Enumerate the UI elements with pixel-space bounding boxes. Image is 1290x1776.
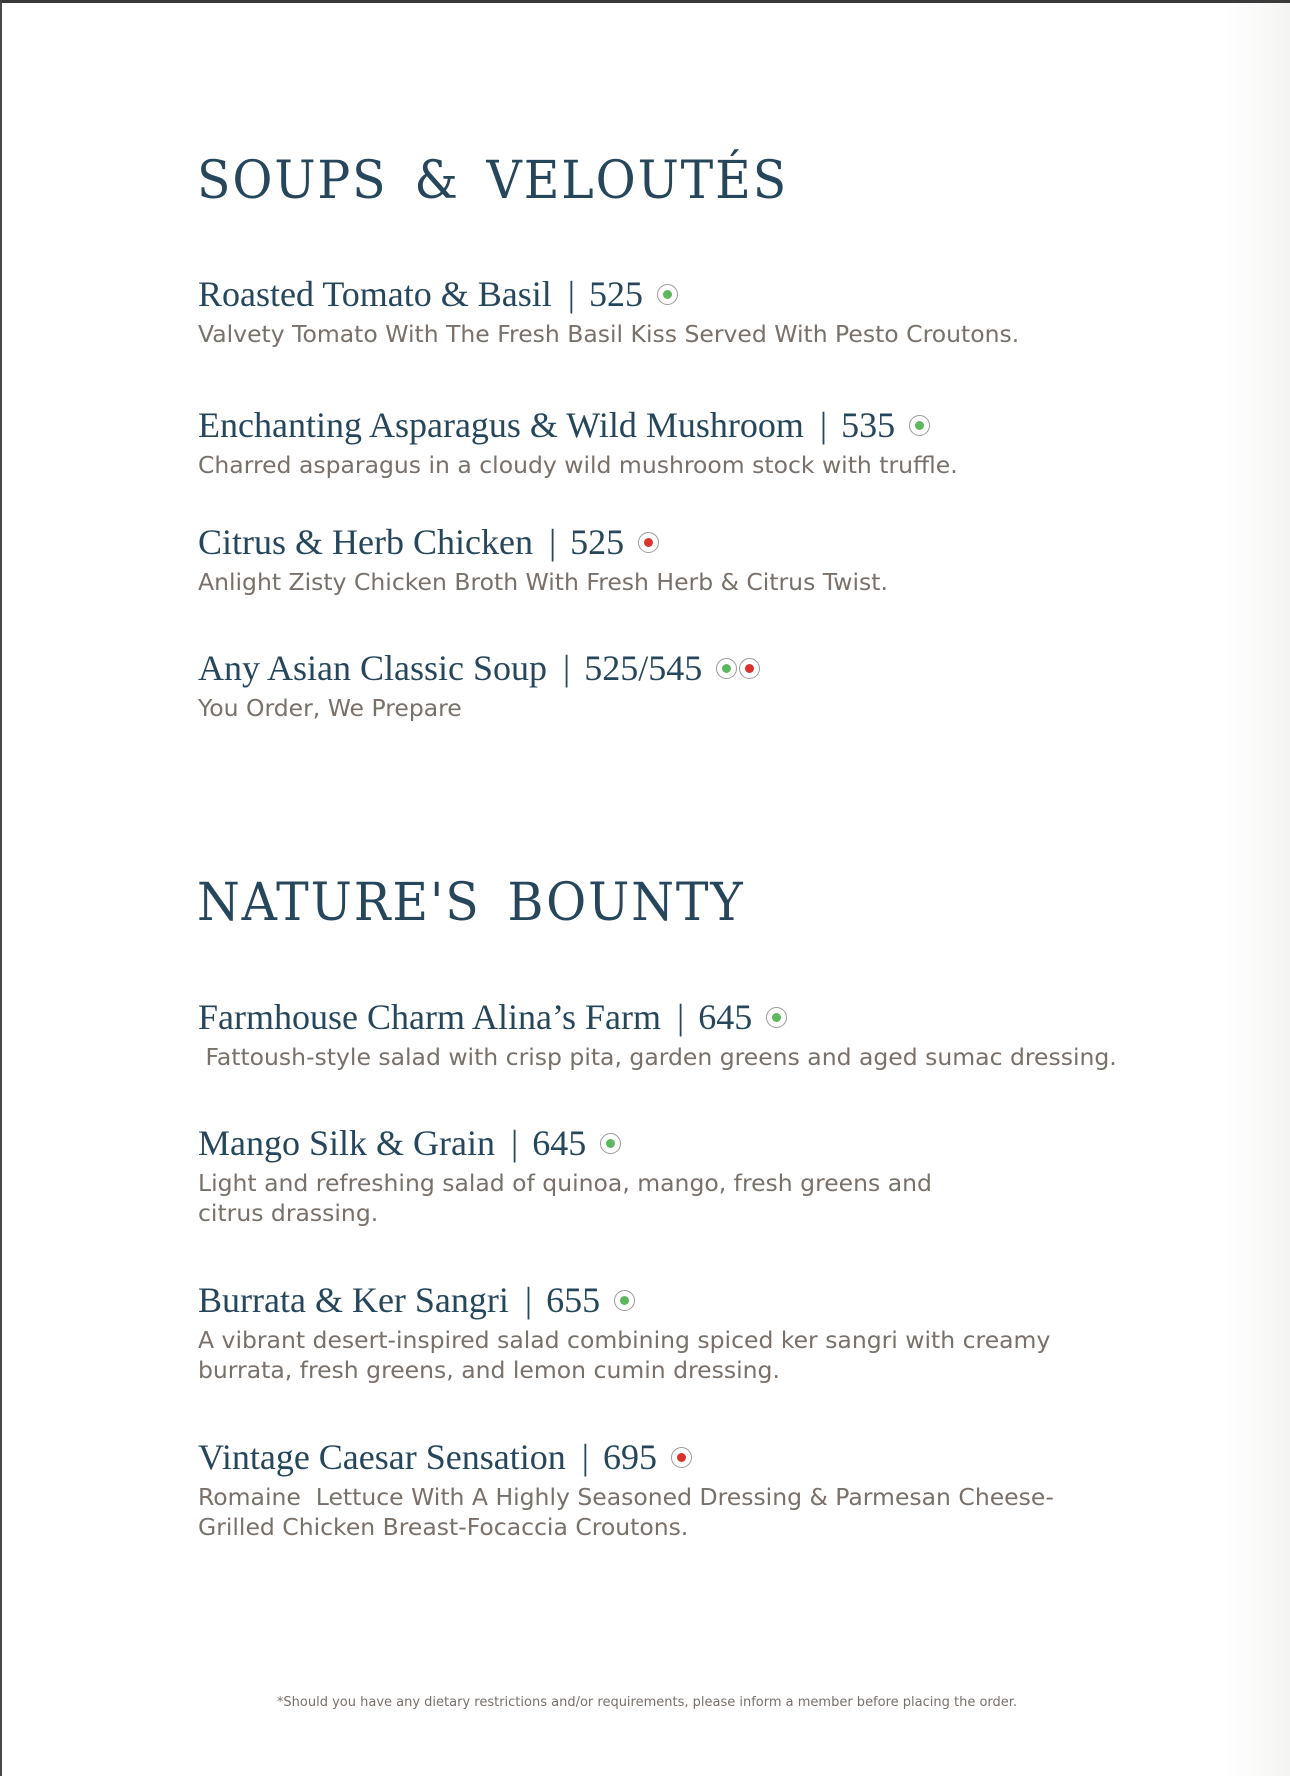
non-veg-icon	[671, 1447, 692, 1468]
item-heading	[198, 522, 888, 562]
item-price: 525/545	[584, 648, 703, 688]
item-heading	[198, 1280, 1050, 1320]
menu-item-asparagus-mushroom	[198, 405, 958, 480]
price-separator: |	[524, 1280, 533, 1320]
item-description	[198, 1482, 1054, 1542]
item-description	[198, 1168, 932, 1228]
price-separator: |	[548, 522, 557, 562]
item-description-line: burrata, fresh greens, and lemon cumin dressing.	[198, 1356, 780, 1384]
item-name: Roasted Tomato & Basil	[198, 274, 552, 314]
item-heading	[198, 274, 1019, 314]
item-description: You Order, We Prepare	[198, 694, 462, 722]
item-name: Farmhouse Charm Alina’s Farm	[198, 997, 661, 1037]
veg-icon	[600, 1133, 621, 1154]
item-name: Burrata & Ker Sangri	[198, 1280, 509, 1320]
item-heading	[198, 648, 760, 688]
item-price: 645	[698, 997, 753, 1037]
veg-icon	[716, 658, 737, 679]
item-description-line: Romaine Lettuce With A Highly Seasoned Dressing & Parmesan Cheese-	[198, 1483, 1054, 1511]
item-description: Valvety Tomato With The Fresh Basil Kiss Served With Pesto Croutons.	[198, 320, 1020, 348]
menu-item-roasted-tomato	[198, 274, 1019, 349]
item-description-line: Light and refreshing salad of quinoa, mango, fresh greens and	[198, 1169, 932, 1197]
item-price: 645	[532, 1123, 587, 1163]
item-description-line: A vibrant desert-inspired salad combining spiced ker sangri with creamy	[198, 1326, 1051, 1354]
item-description	[198, 1325, 1050, 1385]
veg-icon	[766, 1007, 787, 1028]
veg-icon	[909, 415, 930, 436]
item-price: 525	[570, 522, 625, 562]
menu-item-farmhouse-charm	[198, 997, 1117, 1072]
item-heading	[198, 405, 958, 445]
item-name: Mango Silk & Grain	[198, 1123, 495, 1163]
item-price: 535	[841, 405, 896, 445]
menu-item-mango-silk-grain	[198, 1123, 932, 1228]
menu-item-asian-classic-soup	[198, 648, 760, 723]
item-description-line: citrus drassing.	[198, 1199, 379, 1227]
item-name: Vintage Caesar Sensation	[198, 1437, 566, 1477]
price-separator: |	[819, 405, 828, 445]
non-veg-icon	[739, 658, 760, 679]
item-heading	[198, 1437, 1054, 1477]
non-veg-icon	[638, 532, 659, 553]
item-description: Anlight Zisty Chicken Broth With Fresh Herb & Citrus Twist.	[198, 568, 888, 596]
item-heading	[198, 1123, 932, 1163]
price-separator: |	[563, 648, 571, 688]
menu-item-vintage-caesar	[198, 1437, 1054, 1542]
price-separator: |	[567, 274, 576, 314]
item-price: 695	[602, 1437, 657, 1477]
section-title-natures-bounty: NATURE'S BOUNTY	[197, 873, 745, 933]
menu-item-citrus-herb-chicken	[198, 522, 888, 597]
item-name: Any Asian Classic Soup	[198, 648, 548, 688]
item-description: Fattoush-style salad with crisp pita, garden greens and aged sumac dressing.	[198, 1043, 1117, 1071]
item-name: Citrus & Herb Chicken	[198, 522, 533, 562]
price-separator: |	[581, 1437, 589, 1477]
price-separator: |	[676, 997, 685, 1037]
item-description: Charred asparagus in a cloudy wild mushroom stock with truffle.	[198, 451, 958, 479]
veg-icon	[614, 1290, 635, 1311]
price-separator: |	[510, 1123, 519, 1163]
item-heading	[198, 997, 1117, 1037]
item-description-line: Grilled Chicken Breast-Focaccia Croutons.	[198, 1513, 689, 1541]
section-title-soups: SOUPS & VELOUTÉS	[197, 151, 789, 211]
dietary-footnote: *Should you have any dietary restrictions and/or requirements, please inform a member before placing the order.	[276, 1695, 1018, 1710]
menu-item-burrata-ker-sangri	[198, 1280, 1050, 1385]
veg-icon	[657, 284, 678, 305]
item-price: 655	[546, 1280, 601, 1320]
item-price: 525	[589, 274, 644, 314]
item-name: Enchanting Asparagus & Wild Mushroom	[198, 405, 804, 445]
